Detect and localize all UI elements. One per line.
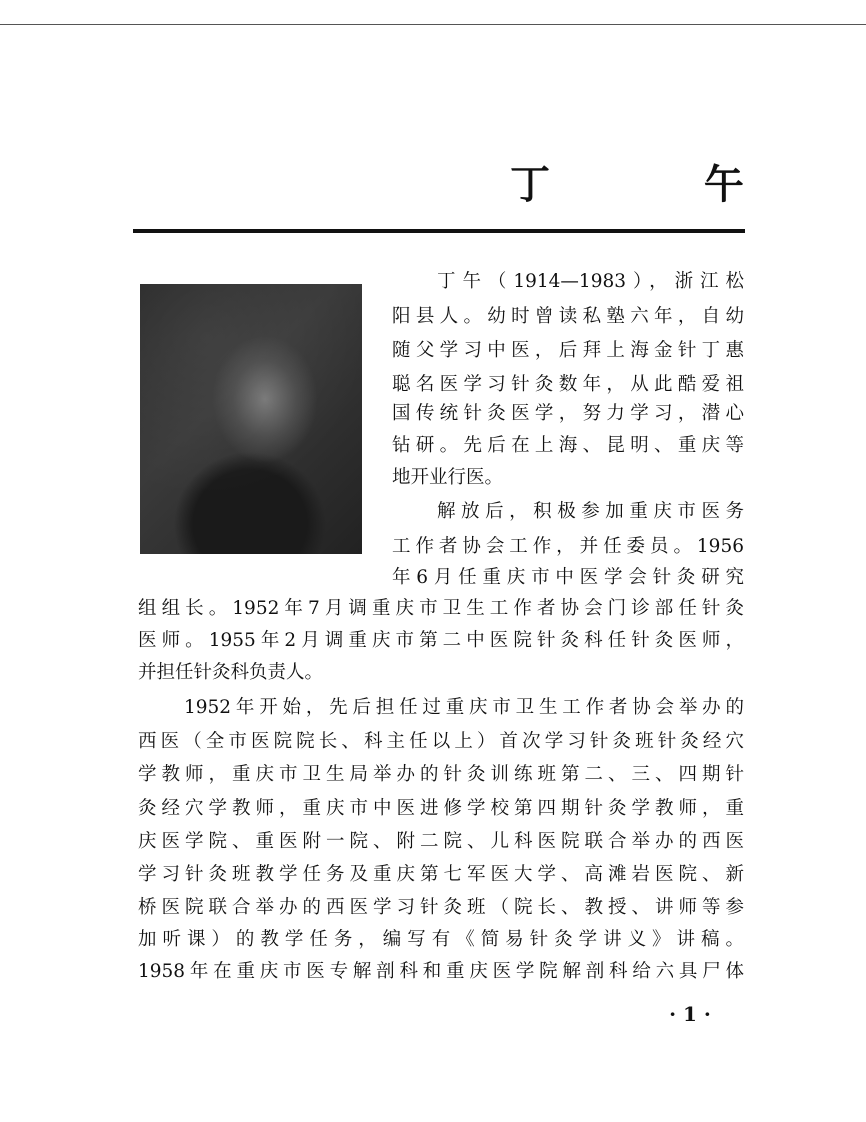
text-line-8: 解放后，积极参加重庆市医务: [437, 501, 744, 522]
text-line-3: 随父学习中医，后拜上海金针丁惠: [392, 340, 744, 361]
portrait-photo: [140, 284, 362, 554]
text-line-14: 1952年开始，先后担任过重庆市卫生工作者协会举办的: [184, 697, 744, 718]
text-line-16: 学教师，重庆市卫生局举办的针灸训练班第二、三、四期针: [138, 764, 744, 785]
text-line-22: 1958年在重庆市医专解剖科和重庆医学院解剖科给六具尸体: [138, 961, 744, 982]
text-line-19: 学习针灸班教学任务及重庆第七军医大学、高滩岩医院、新: [138, 864, 744, 885]
title-rule: [133, 229, 745, 233]
text-line-15: 西医（全市医院院长、科主任以上）首次学习针灸班针灸经穴: [138, 731, 744, 752]
text-line-13: 并担任针灸科负责人。: [138, 662, 324, 683]
text-line-18: 庆医学院、重医附一院、附二院、儿科医院联合举办的西医: [138, 831, 744, 852]
portrait-shade: [140, 284, 362, 554]
text-line-9: 工作者协会工作，并任委员。1956: [392, 536, 744, 557]
text-line-21: 加听课）的教学任务，编写有《简易针灸学讲义》讲稿。: [138, 929, 744, 950]
text-line-20: 桥医院联合举办的西医学习针灸班（院长、教授、讲师等参: [138, 897, 744, 918]
page-number: · 1 ·: [669, 1002, 711, 1026]
text-line-17: 灸经穴学教师，重庆市中医进修学校第四期针灸学教师，重: [138, 798, 744, 819]
page-title: 丁 午: [510, 161, 814, 208]
text-line-11: 组组长。1952年7月调重庆市卫生工作者协会门诊部任针灸: [138, 598, 744, 619]
text-line-2: 阳县人。幼时曾读私塾六年，自幼: [392, 306, 744, 327]
top-rule: [0, 24, 866, 25]
text-line-7: 地开业行医。: [392, 467, 504, 488]
text-line-12: 医师。1955年2月调重庆市第二中医院针灸科任针灸医师，: [138, 630, 744, 651]
text-line-4: 聪名医学习针灸数年，从此酷爱祖: [392, 374, 744, 395]
text-line-6: 钻研。先后在上海、昆明、重庆等: [392, 435, 744, 456]
text-line-5: 国传统针灸医学，努力学习，潜心: [392, 403, 744, 424]
text-line-1: 丁午（1914—1983），浙江松: [437, 271, 744, 292]
text-line-10: 年6月任重庆市中医学会针灸研究: [392, 567, 744, 588]
